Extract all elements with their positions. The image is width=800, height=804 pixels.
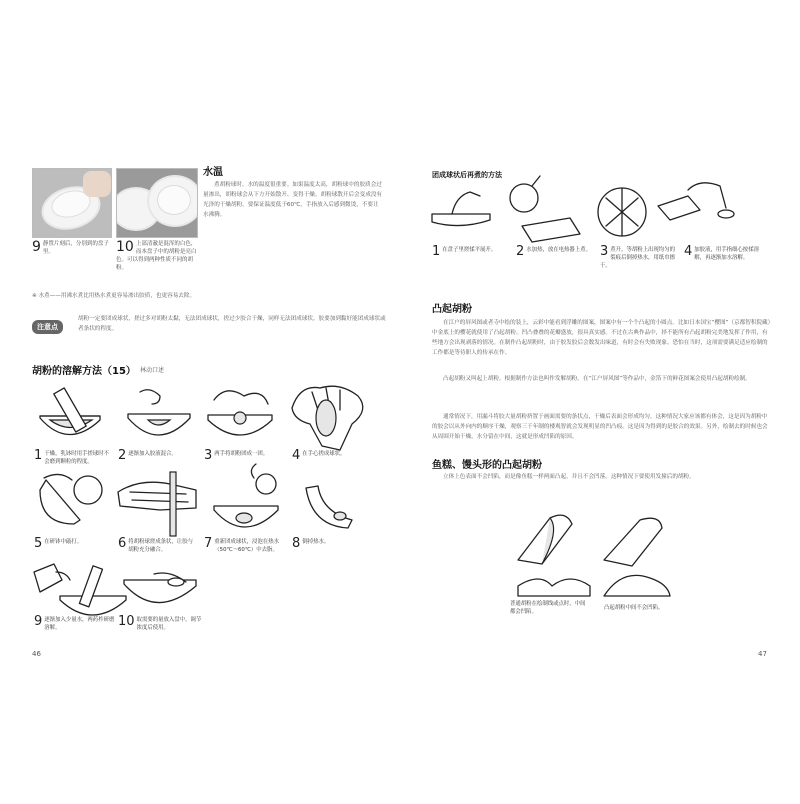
reheat-step1-illustration — [432, 192, 490, 226]
reheat-step-2-caption: 2 水加热，放在电热器上煮。 — [516, 244, 591, 259]
fishcake-caption-1: 普通胡粉在绘制线或点时，中间都会凹陷。 — [510, 601, 586, 615]
step-1-caption: 1 干燥，乳钵时用手搓球时不会磨到颗粒的程度。 — [34, 448, 109, 465]
step2-illustration — [128, 390, 190, 435]
reheat-drawings — [400, 0, 800, 800]
reheat-step3-illustration — [598, 188, 646, 236]
reheat-step2-illustration — [510, 176, 580, 242]
fishcake-normal-shape — [518, 515, 590, 596]
step6-hands-illustration — [118, 472, 196, 536]
note-tag: 注意点 — [32, 320, 63, 334]
step1-mortar-illustration — [40, 388, 100, 435]
reheat-step-3-caption: 3 煮开，等胡粉上出现均匀的裂痕后倒掉热水，用纸巾擦干。 — [600, 244, 675, 269]
step-2-caption: 2 逐渐加入胶液混合。 — [118, 448, 177, 463]
step-3-caption: 3 两手将胡粉团成一团。 — [204, 448, 269, 463]
water-temp-title: 水温 — [203, 167, 223, 178]
page-number-right: 47 — [758, 650, 767, 658]
step-drawings — [0, 0, 400, 800]
raised-p2: 凸起胡粉又叫起上胡粉，根据制作方法也叫作发解胡粉。在“江户屏风图”等作品中，金箔下的鲜花图案会使用凸起胡粉绘制。 — [443, 376, 751, 382]
reheat-step-4-caption: 4 加胶液，用手指细心按揉溶解，再逐渐加水溶解。 — [684, 244, 759, 261]
step4-hand-illustration — [292, 386, 363, 450]
section-title: 胡粉的溶解方法（15） — [32, 366, 136, 377]
photo-caption-10: 10 上部清澈是混浑的白色，而本盘子中的胡粉是亮白色。可以得到两种性质不同的胡粉。 — [116, 239, 197, 271]
step-10-caption: 10 取需要的量放入盘中，调节浓度后使用。 — [118, 614, 202, 631]
raised-title: 凸起胡粉 — [432, 304, 472, 315]
step7-illustration — [214, 464, 278, 527]
section-sub: 林动口述 — [140, 367, 165, 374]
fishcake-caption-2: 凸起胡粉中间不会凹陷。 — [604, 605, 664, 611]
page-number-left: 46 — [32, 650, 41, 658]
raised-p3: 通常情况下，用漏斗将胶大量胡粉挤置于画面需要的条状点，干燥后表面会形成均匀。这种情况大家应该都有体会，这是因为胡粉中的胶会以从外向内的顺序干燥，观察三千年制的楼观智就会发现明显的凹凸痕。这是因为得到的是胶合的效果。另外，绘制去的时候也会从周围开始干燥，水分留在中间，这就是形成凹陷的原因。 — [432, 414, 768, 440]
fishcake-raised-shape — [604, 518, 670, 596]
step-5-caption: 5 在研钵中敲打。 — [34, 536, 83, 551]
step9-illustration — [34, 564, 126, 615]
step-8-caption: 8 倒掉热水。 — [292, 536, 330, 551]
note-text: 胡粉一定要团成球状，搓过多对胡粉太黏，无法团成球状，搓过少胶合干燥，同样无法团成球状。胶要加到黏好能团成球状或者条状的程度。 — [78, 316, 386, 332]
step-9-caption: 9 逐渐加入少量水，两药杵研磨溶解。 — [34, 614, 115, 631]
reheat-title: 团成球状后再煮的方法 — [432, 171, 502, 179]
step-4-caption: 4 在手心搓成球状。 — [292, 448, 346, 463]
raised-p1: 在江户的屏风图或者寺中绘的装上，云彩中能看到浮雕的图案，图案中有一个个凸起的小圆点。比如日本国宝“樱图”（京都智积院藏）中金底上的樱花就使用了凸起胡粉。凹凸叠叠的花瓣盛放，很具真实感。不过在古典作品中，择不能所有凸起胡粉完美地发挥了作用，有些地方会出现剥落的情况。在制作凸起胡粉时，由于胶发胶后会数发出味道，有时会有失败现象。恐怕在当时，这项需要满足适应绘制的工作都是等待职人的传承在作。 — [432, 320, 771, 356]
fishcake-p: 立体上色表面不会凹陷，而是像鱼糕一样两面凸起，并且不会凹落。这种情况下要使用发撞后的胡粉。 — [443, 474, 695, 480]
step5-illustration — [40, 474, 102, 524]
step10-illustration — [124, 573, 196, 603]
reheat-step-1-caption: 1 在盘子里搓揉平展开。 — [432, 244, 497, 259]
fishcake-title: 鱼糕、馒头形的凸起胡粉 — [432, 460, 542, 471]
photo-caption-9: 9 静置片刻后，分别到的盘子里。 — [32, 239, 109, 255]
step8-illustration — [306, 486, 352, 528]
step3-illustration — [208, 391, 272, 435]
water-temp-body: 煮胡粉球时，水的温度很重要。如果温度太高，胡粉球中的胶质会过量渗出，胡粉球会从下方开始散开、变得干燥。胡粉球散开后会变成没有光泽的干燥胡粉。要保证温度低于60℃，手指放入后感到微烫，不要让水沸腾。 — [203, 182, 383, 218]
step-7-caption: 7 重新团成球状，浸泡在热水（50℃～60℃）中去脂。 — [204, 536, 279, 553]
reheat-step4-illustration — [658, 183, 734, 220]
footnote: ※ 水煮——用沸水煮比用热水煮更容易渗出胶质，也更容易去除。 — [32, 293, 196, 299]
step-6-caption: 6 将胡粉球搓成条状，让胶与胡粉充分融合。 — [118, 536, 193, 553]
